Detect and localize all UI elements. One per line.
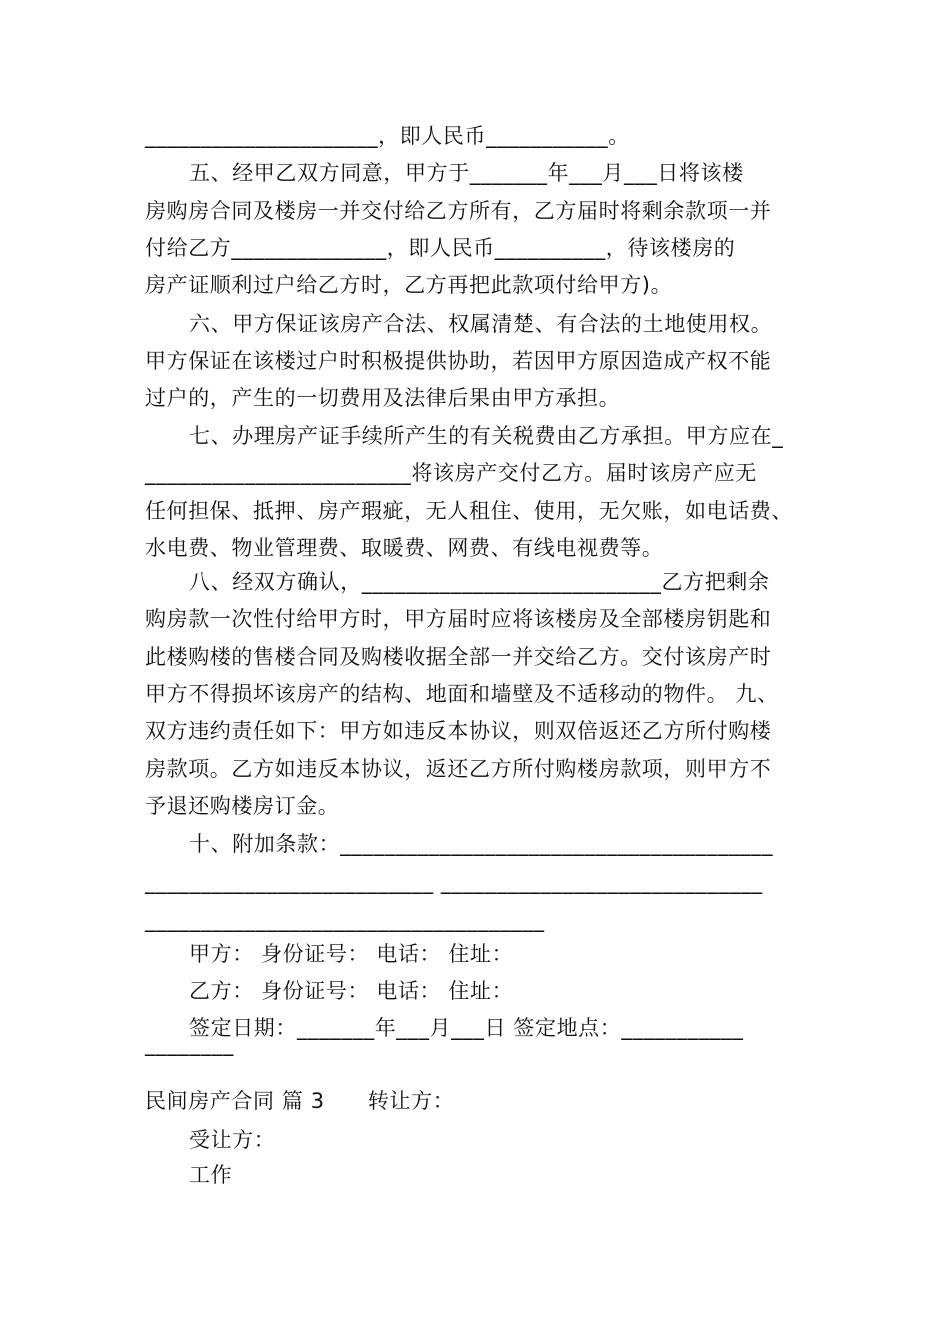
text-line: 双方违约责任如下：甲方如违反本协议，则双倍返还乙方所付购楼: [145, 719, 772, 743]
text-line: 付给乙方______________，即人民币__________，待该楼房的: [145, 236, 736, 260]
text-line: ________________________将该房产交付乙方。届时该房产应无: [145, 461, 757, 485]
clause-8: 八、经双方确认，___________________________乙方把剩余: [189, 570, 770, 594]
party-a-signature: 甲方： 身份证号： 电话： 住址：: [189, 942, 514, 966]
text-line: 甲方不得损坏该房产的结构、地面和墙壁及不适移动的物件。 九、: [145, 682, 779, 706]
text-line: 此楼购楼的售楼合同及购楼收据全部一并交给乙方。交付该房产时: [145, 645, 772, 669]
transferee-label: 受让方：: [189, 1128, 276, 1152]
text-line: 水电费、物业管理费、取暖费、网费、有线电视费等。: [145, 536, 664, 560]
clause-10: 十、附加条款：_______________________________________: [189, 832, 774, 856]
text-line: 房购房合同及楼房一并交付给乙方所有，乙方届时将剩余款项一并: [145, 199, 772, 223]
text-line: _____________________，即人民币___________。: [145, 124, 630, 148]
blank-line: ____________________________________: [145, 908, 545, 932]
text-line: 任何担保、抵押、房产瑕疵，无人租住、使用，无欠账，如电话费、: [145, 499, 793, 523]
text-line: 购房款一次性付给甲方时，甲方届时应将该楼房及全部楼房钥匙和: [145, 607, 772, 631]
clause-6: 六、甲方保证该房产合法、权属清楚、有合法的土地使用权。: [189, 312, 773, 336]
section-title: 民间房产合同 篇 3 转让方：: [145, 1089, 455, 1113]
text-line: 房款项。乙方如违反本协议，返还乙方所付购楼房款项，则甲方不: [145, 757, 772, 781]
work-label: 工作: [189, 1163, 233, 1187]
text-line: 甲方保证在该楼过户时积极提供协助，若因甲方原因造成产权不能: [145, 349, 772, 373]
text-line: 过户的，产生的一切费用及法律后果由甲方承担。: [145, 386, 621, 410]
text-line: 房产证顺利过户给乙方时，乙方再把此款项付给甲方)。: [145, 273, 673, 297]
blank-line: ________: [145, 1032, 234, 1056]
clause-5: 五、经甲乙双方同意，甲方于_______年___月___日将该楼: [189, 161, 744, 185]
clause-7: 七、办理房产证手续所产生的有关税费由乙方承担。甲方应在_: [189, 424, 784, 448]
sign-date-place: 签定日期：_______年___月___日 签定地点：___________: [189, 1016, 744, 1040]
blank-line: __________________________ _____________________________: [145, 870, 763, 894]
party-b-signature: 乙方： 身份证号： 电话： 住址：: [189, 979, 514, 1003]
text-line: 予退还购楼房订金。: [145, 794, 340, 818]
